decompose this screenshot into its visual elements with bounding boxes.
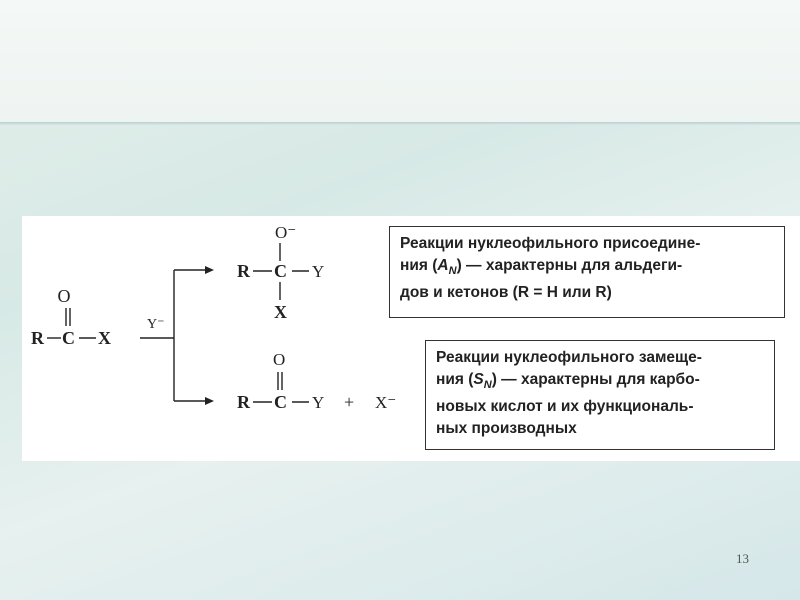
addition-o-minus: O⁻: [275, 223, 297, 242]
substitution-c: C: [274, 392, 287, 412]
substitution-line-3: новых кислот и их функциональ-: [436, 398, 694, 416]
reagent-label: Y⁻: [147, 317, 165, 332]
substitution-line-1: Реакции нуклеофильного замеще-: [436, 349, 702, 366]
substitution-symbol: S: [473, 371, 484, 388]
slide-header-band: [0, 0, 800, 124]
addition-line-3: дов и кетонов (R = H или R): [400, 284, 612, 302]
substitution-description-box: [425, 340, 775, 450]
substitution-line-4: ных производных: [436, 420, 577, 438]
substitution-y: Y: [312, 393, 325, 412]
addition-line-1: Реакции нуклеофильного присоедине-: [400, 235, 701, 252]
addition-y: Y: [312, 262, 325, 281]
reactant-x: X: [98, 328, 111, 348]
plus-sign: +: [344, 392, 355, 412]
addition-c: C: [274, 261, 287, 281]
substitution-subscript: N: [483, 379, 492, 392]
leaving-group: X⁻: [375, 393, 397, 412]
substitution-r: R: [237, 392, 250, 412]
reactant-c: C: [62, 328, 75, 348]
addition-description-box: [389, 226, 785, 318]
addition-subscript: N: [448, 265, 457, 278]
reactant-o: O: [57, 286, 71, 306]
substitution-o: O: [273, 350, 286, 369]
header-divider: [0, 122, 800, 125]
addition-r: R: [237, 261, 250, 281]
addition-symbol: A: [437, 257, 449, 274]
reaction-figure: [22, 216, 800, 461]
arrow-head-top: [205, 266, 214, 274]
reactant-r: R: [31, 328, 44, 348]
addition-line-2: ния $(A_N)$ — характерны для альдеги-: [400, 257, 683, 278]
substitution-line-2: ния $(S_N)$ — характерны для карбо-: [436, 371, 700, 392]
page-number: 13: [736, 551, 749, 566]
arrow-head-bottom: [205, 397, 214, 405]
addition-x: X: [274, 302, 287, 322]
